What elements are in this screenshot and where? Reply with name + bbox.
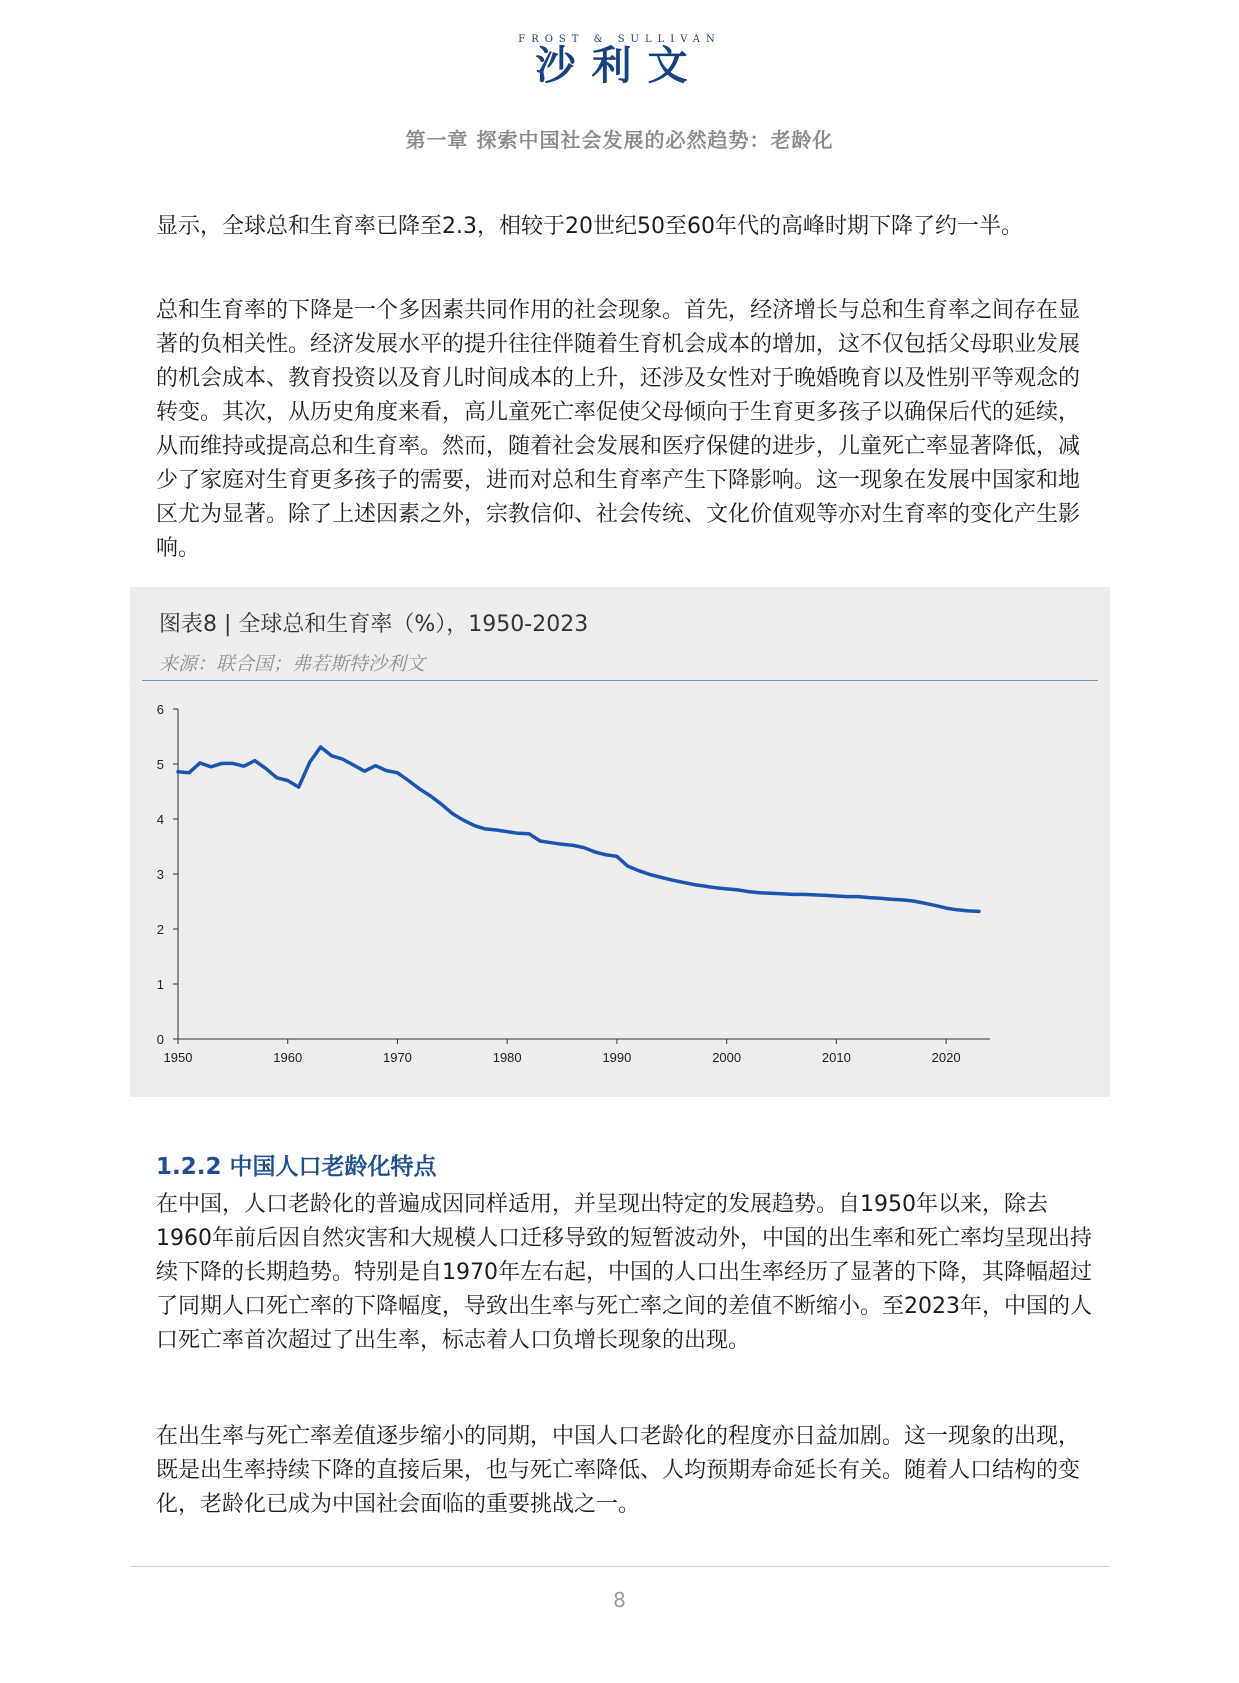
- figure-caption: 图表8 | 全球总和生育率（%），1950-2023: [159, 612, 589, 637]
- x-tick-label: 2000: [712, 1050, 742, 1065]
- logo-english-text: FROST & SULLIVAN: [518, 34, 721, 45]
- x-tick-label: 1970: [382, 1050, 412, 1065]
- page-number: 8: [613, 1588, 626, 1612]
- x-tick-label: 2010: [821, 1050, 851, 1065]
- x-tick-label: 1990: [602, 1050, 632, 1065]
- logo-chinese-text: 沙利文: [535, 43, 704, 89]
- paragraph-china-trend: 在中国，人口老龄化的普遍成因同样适用，并呈现出特定的发展趋势。自1950年以来，除去1960年前后因自然灾害和大规模人口迁移导致的短暂波动外，中国的出生率和死亡率均呈现出持续下降的长期趋势。特别是自1970年左右起，中国的人口出生率经历了显著的下降，其降幅超过了同期人口死亡率的下降幅度，导致出生率与死亡率之间的差值不断缩小。至2023年，中国的人口死亡率首次超过了出生率，标志着人口负增长现象的出现。: [156, 1192, 1092, 1353]
- x-tick-label: 2020: [931, 1050, 961, 1065]
- paragraph-aging-impact: 在出生率与死亡率差值逐步缩小的同期，中国人口老龄化的程度亦日益加剧。这一现象的出现，既是出生率持续下降的直接后果，也与死亡率降低、人均预期寿命延长有关。随着人口结构的变化，老龄化已成为中国社会面临的重要挑战之一。: [156, 1424, 1081, 1517]
- y-tick-label: 4: [156, 812, 164, 827]
- footer-divider: [130, 1566, 1110, 1567]
- paragraph-fertility-factors: 总和生育率的下降是一个多因素共同作用的社会现象。首先，经济增长与总和生育率之间存在显著的负相关性。经济发展水平的提升往往伴随着生育机会成本的增加，这不仅包括父母职业发展的机会成本、教育投资以及育儿时间成本的上升，还涉及女性对于晚婚晚育以及性别平等观念的转变。其次，从历史角度来看，高儿童死亡率促使父母倾向于生育更多孩子以确保后代的延续，从而维持或提高总和生育率。然而，随着社会发展和医疗保健的进步，儿童死亡率显著降低，减少了家庭对生育更多孩子的需要，进而对总和生育率产生下降影响。这一现象在发展中国家和地区尤为显著。除了上述因素之外，宗教信仰、社会传统、文化价值观等亦对生育率的变化产生影响。: [156, 298, 1081, 561]
- y-tick-label: 2: [156, 922, 164, 937]
- paragraph-intro: 显示，全球总和生育率已降至2.3，相较于20世纪50至60年代的高峰时期下降了约一半。: [156, 214, 1023, 239]
- chapter-title: 第一章 探索中国社会发展的必然趋势：老龄化: [405, 128, 834, 152]
- logo: [0, 34, 1239, 88]
- figure-source: 来源：联合国；弗若斯特沙利文: [159, 653, 426, 675]
- fertility-line-chart: [130, 587, 1110, 1097]
- x-tick-label: 1950: [163, 1050, 193, 1065]
- series-line: [178, 747, 979, 911]
- y-tick-label: 0: [156, 1032, 164, 1047]
- section-heading: 1.2.2 中国人口老龄化特点: [156, 1154, 437, 1180]
- y-tick-label: 6: [156, 702, 164, 717]
- y-tick-label: 5: [156, 757, 164, 772]
- x-tick-label: 1980: [492, 1050, 522, 1065]
- y-tick-label: 3: [156, 867, 164, 882]
- figure-container: [130, 587, 1110, 1097]
- x-tick-label: 1960: [273, 1050, 303, 1065]
- y-tick-label: 1: [156, 977, 164, 992]
